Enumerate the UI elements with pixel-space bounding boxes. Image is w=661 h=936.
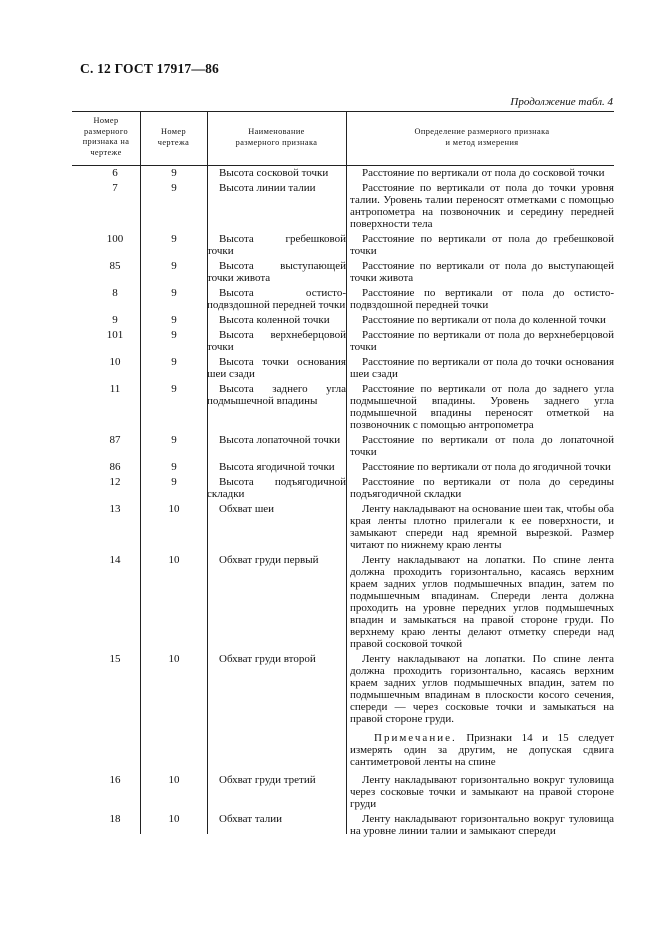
note-text: Признаки 14 и 15 следует измерять один за другим, не допуская сдвига сантиметровой ленты на спине [350, 732, 615, 768]
row-name: Высота верхнеберцовой точки [207, 329, 346, 353]
table-header-rule [72, 165, 614, 166]
table-continuation-label: Продолжение табл. 4 [510, 96, 613, 108]
row-drawing: 9 [171, 167, 177, 179]
row-number: 13 [109, 503, 121, 515]
row-name: Высота подъягодичной складки [207, 476, 346, 500]
row-drawing: 10 [168, 503, 180, 515]
row-name: Высота коленной точки [219, 314, 330, 326]
table-note [350, 732, 614, 768]
row-drawing: 10 [168, 554, 180, 566]
row-name: Обхват талии [219, 813, 283, 825]
row-drawing: 9 [171, 383, 177, 395]
row-name: Обхват груди второй [219, 653, 316, 665]
table-top-rule [72, 111, 614, 112]
row-name: Высота ягодичной точки [219, 461, 335, 473]
row-definition: Ленту накладывают горизонтально вокруг туловища через сосковые точки и замыкают на правой стороне груди [350, 774, 614, 810]
row-drawing: 10 [168, 653, 180, 665]
row-name: Высота остисто-подвздошной передней точки [207, 287, 346, 311]
row-number: 86 [109, 461, 121, 473]
row-definition: Расстояние по вертикали от пола до остисто-подвздошной передней точки [350, 287, 614, 311]
row-number: 12 [109, 476, 121, 488]
row-definition: Ленту накладывают на лопатки. По спине лента должна проходить горизонтально, касаясь верхним краем задних углов подмышечных впадин, затем по подмышечным впадинам. Спереди лента должна проходить на уровне передних углов подмышечных впадин и замыкаться на правой стороне груди. По верхнему краю ленты делают отметку спереди над правой сосковой точкой [350, 554, 614, 650]
row-drawing: 9 [171, 329, 177, 341]
row-number: 10 [109, 356, 121, 368]
page-header: С. 12 ГОСТ 17917—86 [80, 61, 219, 76]
row-number: 101 [106, 329, 124, 341]
row-definition: Расстояние по вертикали от пола до выступающей точки живота [350, 260, 614, 284]
row-number: 85 [109, 260, 121, 272]
row-drawing: 9 [171, 461, 177, 473]
row-name: Высота выступающей точки живота [207, 260, 346, 284]
row-definition: Расстояние по вертикали от пола до ягодичной точки [362, 461, 611, 473]
column-header-drawing: Номер чертежа [157, 127, 190, 147]
row-drawing: 9 [171, 356, 177, 368]
row-drawing: 10 [168, 813, 180, 825]
row-definition: Ленту накладывают на основание шеи так, чтобы оба края ленты плотно прилегали к ее поверхности, и замыкают спереди над яремной вырезкой. Размер читают по нижнему краю ленты [350, 503, 614, 551]
row-name: Высота линии талии [219, 182, 316, 194]
row-name: Высота лопаточной точки [219, 434, 341, 446]
row-name: Обхват шеи [219, 503, 275, 515]
row-name: Высота заднего угла подмышечной впадины [207, 383, 346, 407]
row-definition: Расстояние по вертикали от пола до лопаточной точки [350, 434, 614, 458]
row-name: Обхват груди третий [219, 774, 316, 786]
row-number: 100 [106, 233, 124, 245]
row-number: 11 [109, 383, 121, 395]
row-number: 87 [109, 434, 121, 446]
row-drawing: 9 [171, 182, 177, 194]
row-name: Высота точки основания шеи сзади [207, 356, 346, 380]
row-definition: Расстояние по вертикали от пола до гребешковой точки [350, 233, 614, 257]
column-header-definition: Определение размерного признака и метод измерения [414, 127, 550, 147]
row-number: 7 [112, 182, 118, 194]
row-definition: Расстояние по вертикали от пола до точки уровня талии. Уровень талии переносят отметками с помощью антропометра на позвоночник и середину передней поверхности тела [350, 182, 614, 230]
row-definition: Расстояние по вертикали от пола до точки основания шеи сзади [350, 356, 614, 380]
note-label: Примечание. [374, 732, 457, 744]
row-number: 9 [112, 314, 118, 326]
row-name: Высота сосковой точки [219, 167, 329, 179]
row-name: Обхват груди первый [219, 554, 319, 566]
row-number: 18 [109, 813, 121, 825]
column-header-number: Номер размерного признака на чертеже [82, 116, 130, 157]
row-number: 14 [109, 554, 121, 566]
row-definition: Расстояние по вертикали от пола до верхнеберцовой точки [350, 329, 614, 353]
column-divider-3 [346, 111, 347, 834]
row-number: 15 [109, 653, 121, 665]
row-drawing: 9 [171, 287, 177, 299]
row-definition: Расстояние по вертикали от пола до коленной точки [362, 314, 606, 326]
row-name: Высота гребешковой точки [207, 233, 346, 257]
row-definition: Ленту накладывают на лопатки. По спине лента должна проходить горизонтально, касаясь верхним краем задних углов подмышечных впадин, затем по подмышечным впадинам в плоскости косого сечения, спереди — через сосковые точки и замыкаться на правой стороне груди. [350, 653, 614, 725]
row-definition: Расстояние по вертикали от пола до сосковой точки [362, 167, 605, 179]
row-drawing: 9 [171, 260, 177, 272]
row-drawing: 9 [171, 314, 177, 326]
row-number: 8 [112, 287, 118, 299]
row-definition: Расстояние по вертикали от пола до заднего угла подмышечной впадины. Уровень заднего угла подмышечной впадины переносят отметкой на позвоночник с помощью антропометра [350, 383, 614, 431]
row-definition: Расстояние по вертикали от пола до середины подъягодичной складки [350, 476, 614, 500]
row-number: 6 [112, 167, 118, 179]
column-header-name: Наименование размерного признака [235, 127, 318, 147]
row-number: 16 [109, 774, 121, 786]
row-drawing: 9 [171, 233, 177, 245]
row-drawing: 9 [171, 434, 177, 446]
row-drawing: 10 [168, 774, 180, 786]
row-definition: Ленту накладывают горизонтально вокруг туловища на уровне линии талии и замыкают спереди [350, 813, 614, 837]
row-drawing: 9 [171, 476, 177, 488]
